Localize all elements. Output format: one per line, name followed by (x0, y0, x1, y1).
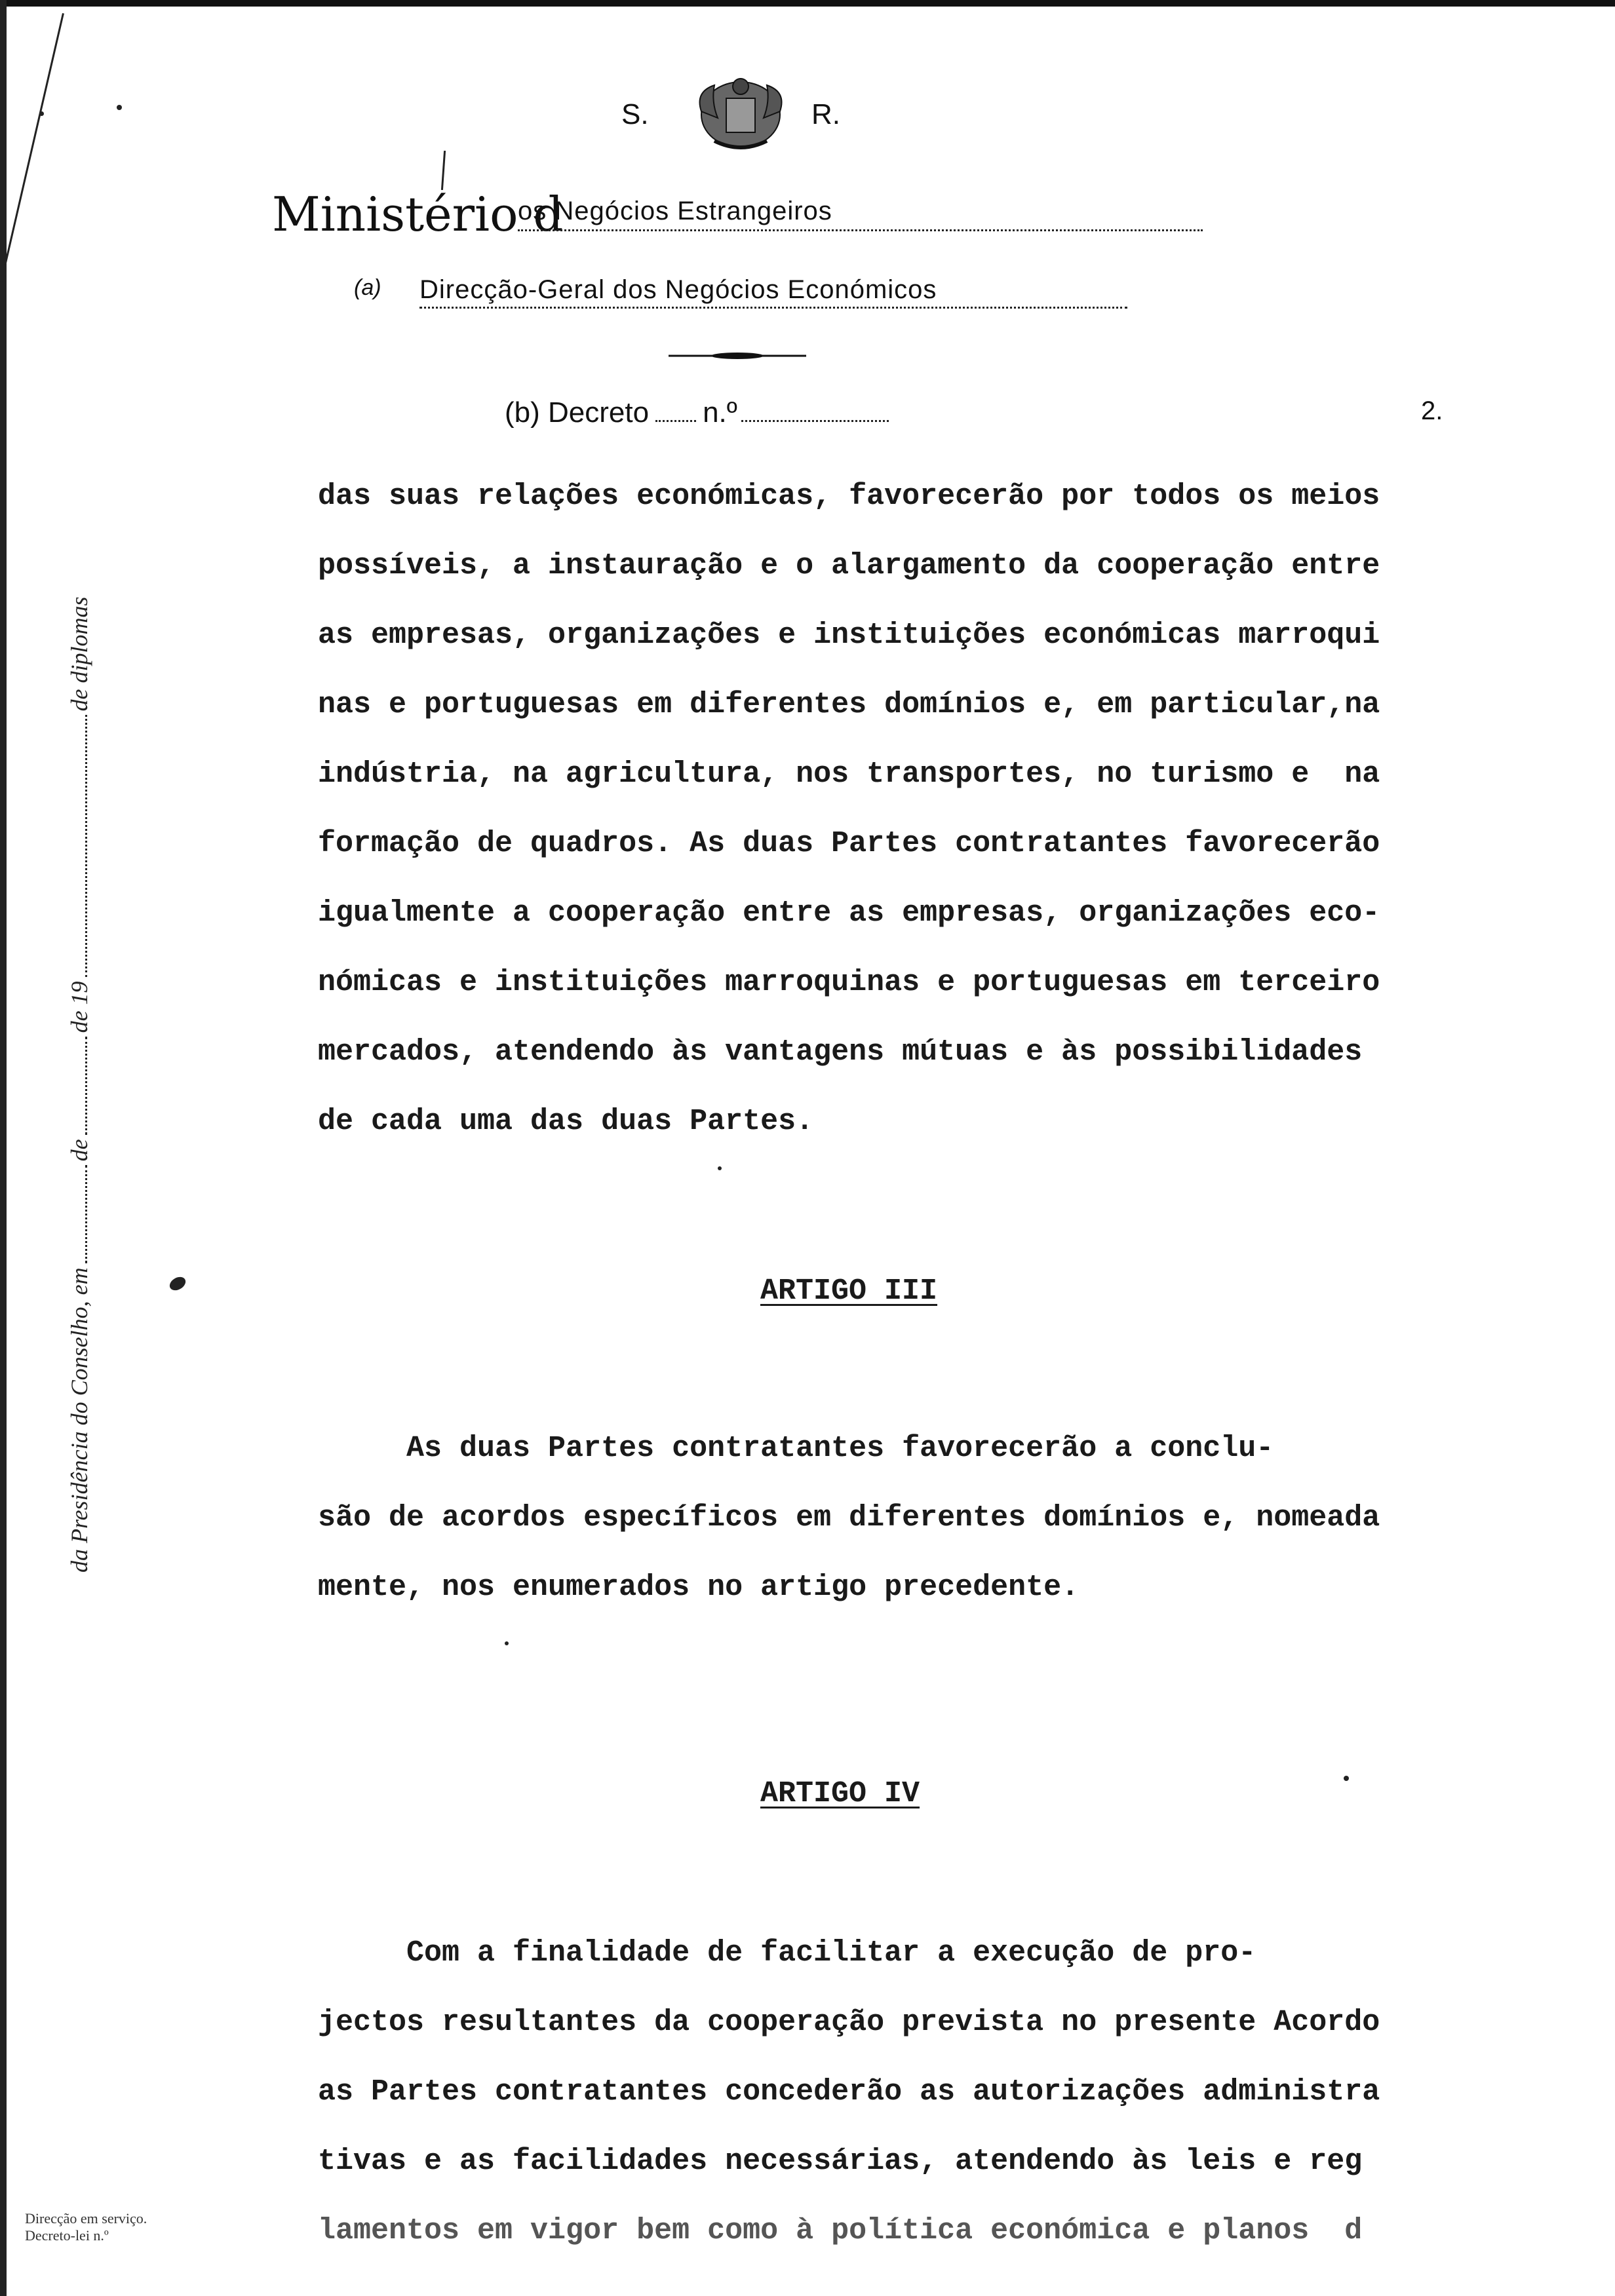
letterhead-r: R. (811, 98, 840, 130)
pen-mark (441, 151, 446, 190)
margin-rule-line (0, 13, 64, 703)
body-line: das suas relações económicas, favorecerão por todos os meios (318, 480, 1380, 513)
margin-blank (85, 715, 87, 977)
body-line: são de acordos específicos em diferentes domínios e, nomeada (318, 1501, 1380, 1535)
ink-blot (167, 1274, 188, 1293)
ink-speck (1344, 1776, 1349, 1781)
body-line: mercados, atendendo às vantagens mútuas e às possibilidades (318, 1035, 1363, 1069)
decree-line (505, 396, 889, 429)
body-line: As duas Partes contratantes favorecerão a conclu- (318, 1432, 1274, 1465)
decree-blank (655, 420, 696, 422)
footer-note (25, 2210, 147, 2244)
page-left-border (0, 0, 7, 2296)
number-blank (741, 420, 889, 422)
body-line: formação de quadros. As duas Partes contratantes favorecerão (318, 827, 1380, 860)
ink-speck (39, 111, 44, 116)
footer-line-2: Decreto-lei n.º (25, 2227, 109, 2244)
ministry-name: os Negócios Estrangeiros (518, 197, 832, 225)
number-label: n.º (703, 396, 737, 429)
article-4-heading: ARTIGO IV (760, 1777, 920, 1810)
ink-speck (718, 1166, 722, 1170)
article-3-heading: ARTIGO III (760, 1274, 938, 1308)
body-line: igualmente a cooperação entre as empresas, organizações eco- (318, 896, 1380, 930)
body-line: tivas e as facilidades necessárias, atendendo às leis e reg (318, 2145, 1363, 2178)
ink-speck (505, 1641, 509, 1645)
margin-text-b: de (66, 1139, 92, 1162)
footer-line-1: Direcção em serviço. (25, 2210, 147, 2227)
margin-blank (85, 1037, 87, 1135)
body-line: as Partes contratantes concederão as autorizações administra (318, 2075, 1380, 2109)
body-line: mente, nos enumerados no artigo precedente. (318, 1571, 1080, 1604)
body-line: nómicas e instituições marroquinas e portuguesas em terceiro (318, 966, 1380, 999)
margin-text-c: de 19 (66, 981, 92, 1033)
body-line: lamentos em vigor bem como à política económica e planos d (318, 2214, 1363, 2248)
body-line: Com a finalidade de facilitar a execução de pro- (318, 1936, 1256, 1970)
page-number: 2. (1421, 396, 1443, 425)
coat-of-arms-icon (688, 72, 793, 157)
margin-blank (85, 1165, 87, 1263)
margin-text-a: da Presidência do Conselho, em (66, 1267, 92, 1573)
body-line: nas e portuguesas em diferentes domínios e, em particular,na (318, 688, 1380, 721)
directorate-name: Direcção-Geral dos Negócios Económicos (419, 275, 937, 304)
ornament-divider (669, 353, 806, 359)
directorate-dotted-line (419, 307, 1127, 309)
ministry-dotted-line (518, 229, 1203, 231)
decree-label: (b) Decreto (505, 396, 650, 429)
ministry-title: Ministério d (272, 187, 564, 242)
margin-printed-text (66, 596, 93, 1573)
letterhead-s: S. (621, 98, 649, 130)
footnote-a-mark: (a) (354, 275, 381, 300)
body-line: as empresas, organizações e instituições económicas marroqui (318, 619, 1380, 652)
ink-speck (117, 105, 122, 110)
body-line: indústria, na agricultura, nos transportes, no turismo e na (318, 757, 1380, 791)
body-line: jectos resultantes da cooperação prevista no presente Acordo (318, 2006, 1380, 2039)
body-line: possíveis, a instauração e o alargamento da cooperação entre (318, 549, 1380, 583)
margin-text-d: de diplomas (66, 596, 92, 712)
page-top-border (0, 0, 1615, 7)
body-line: de cada uma das duas Partes. (318, 1105, 814, 1138)
